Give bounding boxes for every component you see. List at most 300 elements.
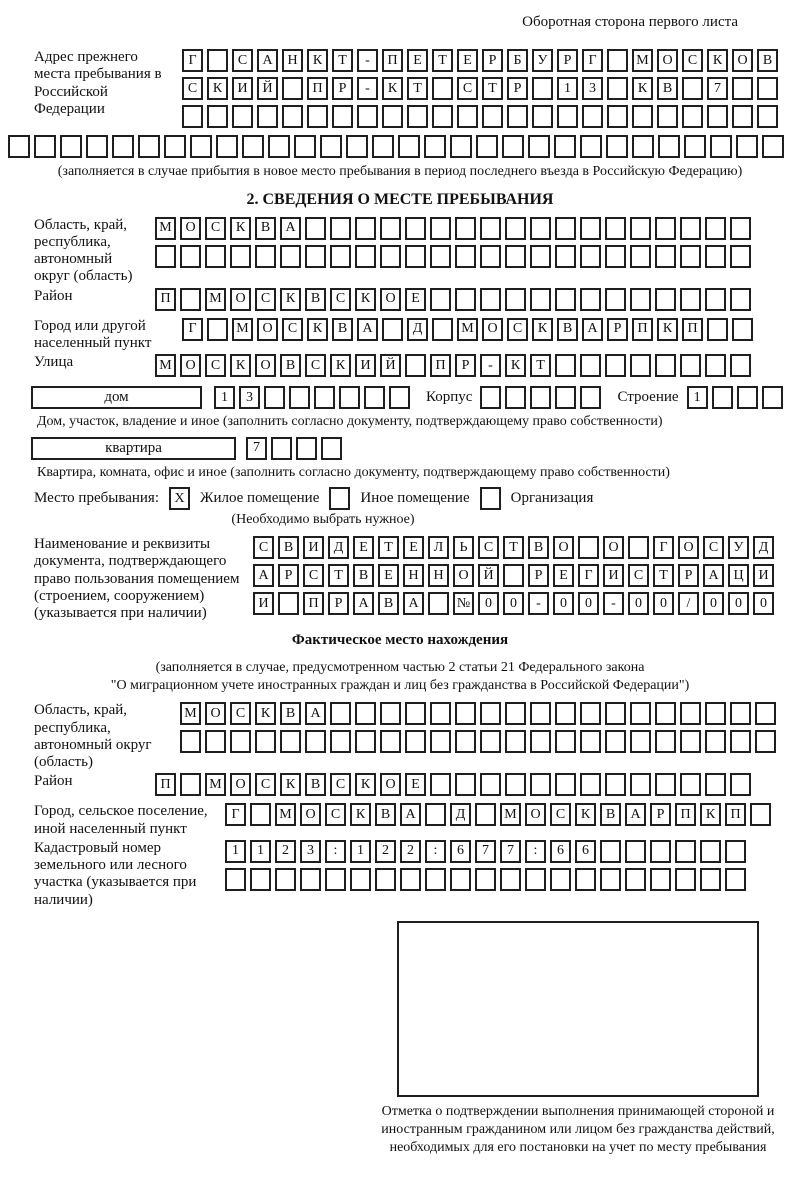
char-cell[interactable] [705, 217, 726, 240]
char-cell[interactable]: П [155, 288, 176, 311]
char-cell[interactable] [207, 49, 228, 72]
char-cell[interactable] [430, 702, 451, 725]
char-cell[interactable] [555, 245, 576, 268]
char-cell[interactable]: Р [557, 49, 578, 72]
char-cell[interactable]: О [380, 288, 401, 311]
char-cell[interactable]: 3 [300, 840, 321, 863]
char-cell[interactable]: С [703, 536, 724, 559]
char-cell[interactable] [505, 730, 526, 753]
char-cell[interactable]: Е [403, 536, 424, 559]
char-cell[interactable] [457, 105, 478, 128]
char-cell[interactable]: К [307, 318, 328, 341]
char-cell[interactable] [757, 77, 778, 100]
char-cell[interactable] [555, 288, 576, 311]
char-cell[interactable]: Т [482, 77, 503, 100]
char-cell[interactable] [314, 386, 335, 409]
char-cell[interactable] [600, 840, 621, 863]
char-cell[interactable]: О [205, 702, 226, 725]
char-cell[interactable]: : [425, 840, 446, 863]
char-cell[interactable]: 7 [246, 437, 267, 460]
char-cell[interactable] [430, 730, 451, 753]
char-cell[interactable]: К [532, 318, 553, 341]
char-cell[interactable] [580, 217, 601, 240]
char-cell[interactable]: : [525, 840, 546, 863]
char-cell[interactable] [34, 135, 56, 158]
char-cell[interactable]: Н [282, 49, 303, 72]
char-cell[interactable] [705, 773, 726, 796]
char-cell[interactable] [655, 773, 676, 796]
char-cell[interactable] [400, 868, 421, 891]
char-cell[interactable] [207, 105, 228, 128]
char-cell[interactable]: 0 [503, 592, 524, 615]
char-cell[interactable] [505, 288, 526, 311]
char-cell[interactable] [628, 536, 649, 559]
char-cell[interactable] [557, 105, 578, 128]
char-cell[interactable] [282, 105, 303, 128]
char-cell[interactable] [725, 840, 746, 863]
char-cell[interactable] [505, 773, 526, 796]
char-cell[interactable]: П [675, 803, 696, 826]
char-cell[interactable]: С [282, 318, 303, 341]
char-cell[interactable] [424, 135, 446, 158]
char-cell[interactable] [650, 840, 671, 863]
char-cell[interactable] [600, 868, 621, 891]
char-cell[interactable]: В [280, 354, 301, 377]
char-cell[interactable]: М [155, 354, 176, 377]
char-cell[interactable]: Й [478, 564, 499, 587]
char-cell[interactable] [480, 773, 501, 796]
char-cell[interactable]: П [682, 318, 703, 341]
char-cell[interactable] [712, 386, 733, 409]
char-cell[interactable]: Р [528, 564, 549, 587]
char-cell[interactable]: А [353, 592, 374, 615]
char-cell[interactable] [405, 217, 426, 240]
char-cell[interactable]: О [553, 536, 574, 559]
char-cell[interactable]: О [603, 536, 624, 559]
char-cell[interactable] [730, 288, 751, 311]
char-cell[interactable] [332, 105, 353, 128]
char-cell[interactable]: С [457, 77, 478, 100]
char-cell[interactable]: Л [428, 536, 449, 559]
char-cell[interactable] [232, 105, 253, 128]
char-cell[interactable] [450, 135, 472, 158]
char-cell[interactable] [268, 135, 290, 158]
char-cell[interactable]: В [557, 318, 578, 341]
char-cell[interactable] [255, 730, 276, 753]
char-cell[interactable] [475, 868, 496, 891]
char-cell[interactable] [500, 868, 521, 891]
char-cell[interactable]: А [357, 318, 378, 341]
char-cell[interactable] [278, 592, 299, 615]
char-cell[interactable]: Р [607, 318, 628, 341]
char-cell[interactable]: С [507, 318, 528, 341]
char-cell[interactable]: И [753, 564, 774, 587]
char-cell[interactable]: Е [353, 536, 374, 559]
char-cell[interactable] [680, 217, 701, 240]
char-cell[interactable] [305, 245, 326, 268]
char-cell[interactable]: 0 [653, 592, 674, 615]
char-cell[interactable]: К [230, 354, 251, 377]
char-cell[interactable]: О [255, 354, 276, 377]
char-cell[interactable]: 1 [214, 386, 235, 409]
char-cell[interactable]: Н [428, 564, 449, 587]
char-cell[interactable]: У [532, 49, 553, 72]
char-cell[interactable]: / [678, 592, 699, 615]
char-cell[interactable] [730, 217, 751, 240]
char-cell[interactable] [296, 437, 317, 460]
char-cell[interactable] [580, 730, 601, 753]
char-cell[interactable]: А [625, 803, 646, 826]
char-cell[interactable] [737, 386, 758, 409]
char-cell[interactable]: О [300, 803, 321, 826]
char-cell[interactable] [575, 868, 596, 891]
char-cell[interactable]: К [207, 77, 228, 100]
char-cell[interactable] [632, 135, 654, 158]
char-cell[interactable] [405, 245, 426, 268]
char-cell[interactable] [405, 354, 426, 377]
char-cell[interactable]: О [257, 318, 278, 341]
char-cell[interactable] [357, 105, 378, 128]
char-cell[interactable] [364, 386, 385, 409]
char-cell[interactable] [732, 77, 753, 100]
char-cell[interactable]: 2 [375, 840, 396, 863]
char-cell[interactable]: 1 [687, 386, 708, 409]
char-cell[interactable] [482, 105, 503, 128]
char-cell[interactable] [630, 354, 651, 377]
char-cell[interactable]: С [205, 354, 226, 377]
char-cell[interactable] [428, 592, 449, 615]
char-cell[interactable] [60, 135, 82, 158]
char-cell[interactable] [680, 354, 701, 377]
char-cell[interactable]: К [657, 318, 678, 341]
char-cell[interactable]: Г [582, 49, 603, 72]
char-cell[interactable]: В [757, 49, 778, 72]
char-cell[interactable]: Н [403, 564, 424, 587]
char-cell[interactable] [432, 77, 453, 100]
char-cell[interactable] [655, 730, 676, 753]
char-cell[interactable] [730, 702, 751, 725]
char-cell[interactable] [680, 288, 701, 311]
char-cell[interactable]: Г [182, 318, 203, 341]
char-cell[interactable]: Р [507, 77, 528, 100]
char-cell[interactable] [425, 803, 446, 826]
char-cell[interactable] [750, 803, 771, 826]
char-cell[interactable] [407, 105, 428, 128]
char-cell[interactable] [8, 135, 30, 158]
char-cell[interactable]: С [232, 49, 253, 72]
char-cell[interactable]: М [457, 318, 478, 341]
char-cell[interactable] [480, 288, 501, 311]
char-cell[interactable] [280, 730, 301, 753]
char-cell[interactable]: С [305, 354, 326, 377]
char-cell[interactable] [730, 773, 751, 796]
char-cell[interactable]: № [453, 592, 474, 615]
char-cell[interactable] [555, 354, 576, 377]
char-cell[interactable] [705, 288, 726, 311]
char-cell[interactable]: Е [457, 49, 478, 72]
char-cell[interactable] [605, 354, 626, 377]
char-cell[interactable]: К [350, 803, 371, 826]
char-cell[interactable]: В [305, 288, 326, 311]
char-cell[interactable] [330, 730, 351, 753]
char-cell[interactable] [630, 730, 651, 753]
char-cell[interactable]: 1 [250, 840, 271, 863]
char-cell[interactable]: 2 [400, 840, 421, 863]
char-cell[interactable]: - [357, 49, 378, 72]
char-cell[interactable] [605, 245, 626, 268]
char-cell[interactable]: С [255, 773, 276, 796]
char-cell[interactable] [555, 730, 576, 753]
char-cell[interactable] [682, 77, 703, 100]
char-cell[interactable] [294, 135, 316, 158]
char-cell[interactable] [705, 702, 726, 725]
char-cell[interactable]: В [378, 592, 399, 615]
char-cell[interactable]: Р [278, 564, 299, 587]
char-cell[interactable] [757, 105, 778, 128]
char-cell[interactable] [255, 245, 276, 268]
char-cell[interactable] [755, 730, 776, 753]
char-cell[interactable]: К [330, 354, 351, 377]
char-cell[interactable] [762, 135, 784, 158]
char-cell[interactable] [580, 354, 601, 377]
char-cell[interactable] [655, 217, 676, 240]
char-cell[interactable]: С [230, 702, 251, 725]
char-cell[interactable] [705, 730, 726, 753]
char-cell[interactable] [480, 730, 501, 753]
char-cell[interactable]: С [550, 803, 571, 826]
char-cell[interactable] [530, 730, 551, 753]
char-cell[interactable] [300, 868, 321, 891]
char-cell[interactable] [680, 773, 701, 796]
char-cell[interactable] [355, 217, 376, 240]
char-cell[interactable] [164, 135, 186, 158]
char-cell[interactable] [476, 135, 498, 158]
char-cell[interactable] [725, 868, 746, 891]
char-cell[interactable]: Й [257, 77, 278, 100]
char-cell[interactable] [532, 105, 553, 128]
char-cell[interactable] [138, 135, 160, 158]
char-cell[interactable]: Т [503, 536, 524, 559]
char-cell[interactable]: Г [182, 49, 203, 72]
char-cell[interactable]: О [678, 536, 699, 559]
char-cell[interactable] [405, 730, 426, 753]
char-cell[interactable] [605, 730, 626, 753]
char-cell[interactable]: И [303, 536, 324, 559]
char-cell[interactable] [532, 77, 553, 100]
char-cell[interactable]: В [255, 217, 276, 240]
char-cell[interactable]: В [332, 318, 353, 341]
char-cell[interactable]: Г [578, 564, 599, 587]
char-cell[interactable] [530, 217, 551, 240]
char-cell[interactable] [555, 386, 576, 409]
char-cell[interactable] [382, 105, 403, 128]
char-cell[interactable]: С [255, 288, 276, 311]
char-cell[interactable] [630, 702, 651, 725]
char-cell[interactable] [380, 245, 401, 268]
char-cell[interactable]: И [603, 564, 624, 587]
char-cell[interactable]: А [403, 592, 424, 615]
char-cell[interactable]: П [430, 354, 451, 377]
char-cell[interactable]: Т [530, 354, 551, 377]
char-cell[interactable]: Т [328, 564, 349, 587]
char-cell[interactable]: К [230, 217, 251, 240]
char-cell[interactable] [650, 868, 671, 891]
char-cell[interactable]: Й [380, 354, 401, 377]
char-cell[interactable]: Т [407, 77, 428, 100]
char-cell[interactable] [450, 868, 471, 891]
char-cell[interactable] [355, 730, 376, 753]
char-cell[interactable] [275, 868, 296, 891]
char-cell[interactable]: С [325, 803, 346, 826]
char-cell[interactable] [530, 245, 551, 268]
char-cell[interactable]: В [600, 803, 621, 826]
char-cell[interactable]: П [382, 49, 403, 72]
char-cell[interactable] [607, 105, 628, 128]
char-cell[interactable] [325, 868, 346, 891]
char-cell[interactable]: М [180, 702, 201, 725]
char-cell[interactable] [700, 868, 721, 891]
char-cell[interactable] [430, 217, 451, 240]
char-cell[interactable] [330, 245, 351, 268]
char-cell[interactable]: К [505, 354, 526, 377]
char-cell[interactable] [305, 217, 326, 240]
char-cell[interactable] [675, 868, 696, 891]
char-cell[interactable]: О [230, 288, 251, 311]
char-cell[interactable]: Е [407, 49, 428, 72]
char-cell[interactable]: 0 [628, 592, 649, 615]
char-cell[interactable] [630, 288, 651, 311]
char-cell[interactable] [475, 803, 496, 826]
char-cell[interactable]: К [700, 803, 721, 826]
char-cell[interactable] [505, 217, 526, 240]
char-cell[interactable]: 1 [350, 840, 371, 863]
char-cell[interactable] [230, 730, 251, 753]
char-cell[interactable]: К [280, 773, 301, 796]
char-cell[interactable] [528, 135, 550, 158]
char-cell[interactable]: С [478, 536, 499, 559]
char-cell[interactable] [630, 245, 651, 268]
checkbox-residential[interactable]: X [169, 487, 190, 510]
char-cell[interactable] [680, 730, 701, 753]
char-cell[interactable]: А [582, 318, 603, 341]
char-cell[interactable]: В [657, 77, 678, 100]
char-cell[interactable]: Т [332, 49, 353, 72]
char-cell[interactable]: 6 [450, 840, 471, 863]
char-cell[interactable] [555, 217, 576, 240]
char-cell[interactable] [630, 217, 651, 240]
char-cell[interactable]: О [453, 564, 474, 587]
char-cell[interactable] [430, 288, 451, 311]
char-cell[interactable]: Ц [728, 564, 749, 587]
char-cell[interactable] [321, 437, 342, 460]
char-cell[interactable] [455, 288, 476, 311]
char-cell[interactable] [530, 288, 551, 311]
char-cell[interactable]: В [305, 773, 326, 796]
char-cell[interactable]: К [355, 773, 376, 796]
char-cell[interactable] [684, 135, 706, 158]
char-cell[interactable] [607, 77, 628, 100]
char-cell[interactable]: М [155, 217, 176, 240]
char-cell[interactable]: Д [753, 536, 774, 559]
char-cell[interactable] [330, 702, 351, 725]
char-cell[interactable]: В [375, 803, 396, 826]
char-cell[interactable]: Р [328, 592, 349, 615]
char-cell[interactable]: 7 [707, 77, 728, 100]
char-cell[interactable]: А [253, 564, 274, 587]
char-cell[interactable] [658, 135, 680, 158]
char-cell[interactable] [555, 702, 576, 725]
char-cell[interactable] [339, 386, 360, 409]
char-cell[interactable] [555, 773, 576, 796]
char-cell[interactable]: П [632, 318, 653, 341]
char-cell[interactable]: О [482, 318, 503, 341]
char-cell[interactable]: 3 [582, 77, 603, 100]
char-cell[interactable]: 1 [225, 840, 246, 863]
char-cell[interactable] [655, 354, 676, 377]
char-cell[interactable] [605, 773, 626, 796]
char-cell[interactable]: Е [405, 288, 426, 311]
char-cell[interactable]: В [280, 702, 301, 725]
char-cell[interactable] [112, 135, 134, 158]
char-cell[interactable]: Г [225, 803, 246, 826]
char-cell[interactable] [580, 245, 601, 268]
char-cell[interactable] [305, 730, 326, 753]
char-cell[interactable] [480, 245, 501, 268]
char-cell[interactable] [432, 105, 453, 128]
char-cell[interactable] [682, 105, 703, 128]
char-cell[interactable]: М [500, 803, 521, 826]
char-cell[interactable] [578, 536, 599, 559]
char-cell[interactable] [480, 702, 501, 725]
char-cell[interactable]: П [303, 592, 324, 615]
char-cell[interactable] [180, 730, 201, 753]
char-cell[interactable] [554, 135, 576, 158]
char-cell[interactable] [380, 217, 401, 240]
char-cell[interactable]: Р [650, 803, 671, 826]
char-cell[interactable] [271, 437, 292, 460]
char-cell[interactable]: А [257, 49, 278, 72]
char-cell[interactable] [455, 730, 476, 753]
char-cell[interactable]: О [230, 773, 251, 796]
char-cell[interactable]: Т [653, 564, 674, 587]
char-cell[interactable] [700, 840, 721, 863]
char-cell[interactable] [455, 245, 476, 268]
char-cell[interactable] [632, 105, 653, 128]
char-cell[interactable] [530, 773, 551, 796]
char-cell[interactable]: 1 [557, 77, 578, 100]
char-cell[interactable]: В [353, 564, 374, 587]
char-cell[interactable] [525, 868, 546, 891]
char-cell[interactable] [225, 868, 246, 891]
char-cell[interactable] [180, 245, 201, 268]
char-cell[interactable]: С [628, 564, 649, 587]
char-cell[interactable] [580, 288, 601, 311]
char-cell[interactable]: М [232, 318, 253, 341]
char-cell[interactable]: 0 [553, 592, 574, 615]
char-cell[interactable] [732, 318, 753, 341]
char-cell[interactable] [398, 135, 420, 158]
char-cell[interactable] [216, 135, 238, 158]
char-cell[interactable] [375, 868, 396, 891]
char-cell[interactable]: 0 [578, 592, 599, 615]
char-cell[interactable] [289, 386, 310, 409]
char-cell[interactable]: П [155, 773, 176, 796]
char-cell[interactable]: Т [432, 49, 453, 72]
char-cell[interactable]: С [682, 49, 703, 72]
char-cell[interactable]: К [707, 49, 728, 72]
char-cell[interactable] [355, 702, 376, 725]
char-cell[interactable] [580, 702, 601, 725]
